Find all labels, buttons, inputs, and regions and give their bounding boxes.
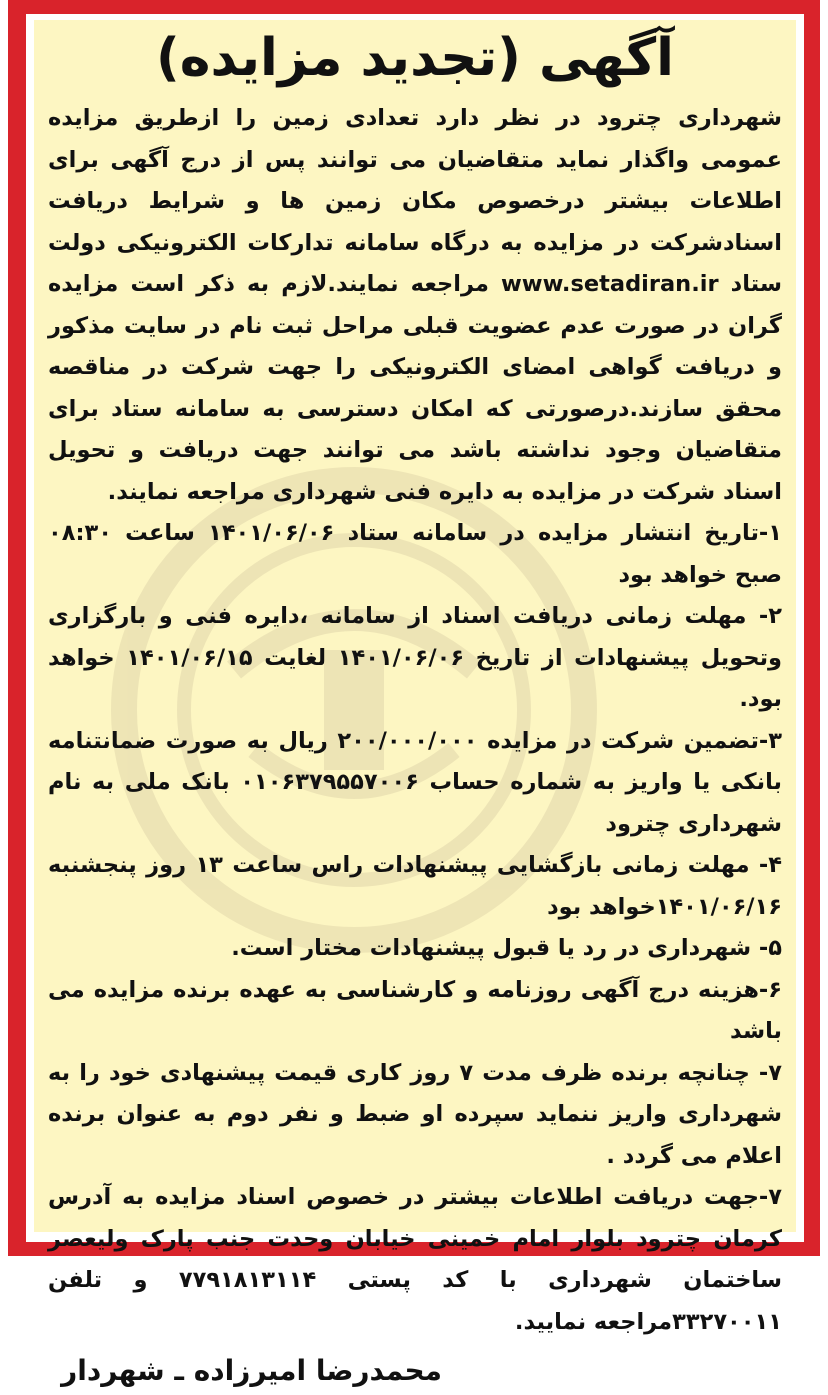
item-opening-time: ۴- مهلت زمانی بازگشایی پیشنهادات راس ساعت ۱۳ روز پنجشنبه ۱۴۰۱/۰۶/۱۶خواهد بود (48, 852, 782, 920)
notice-title: آگهی (تجدید مزایده) (156, 28, 674, 88)
item-municipality-discretion: ۵- شهرداری در رد یا قبول پیشنهادات مختار است. (231, 935, 782, 961)
item-winner-obligation: ۷- چنانچه برنده ظرف مدت ۷ روز کاری قیمت پیشنهادی خود را به شهرداری واریز ننماید سپرده او ضبط و نفر دوم به عنوان برنده اعلام می گردد . (48, 1059, 782, 1169)
item-advertising-cost: ۶-هزینه درج آگهی روزنامه و کارشناسی به عهده برنده مزایده می باشد (48, 976, 782, 1044)
intro-text-before-url: شهرداری چترود در نظر دارد تعدادی زمین را ازطریق مزایده عمومی واگذار نماید متقاضیان می توانند پس از درج آگهی برای اطلاعات بیشتر درخصوص مکان زمین ها و شرایط دریافت اسنادشرکت در مزایده به درگاه سامانه تدارکات الکترونیکی دولت ستاد (48, 105, 782, 297)
item-guarantee: ۳-تضمین شرکت در مزایده ۲۰۰/۰۰۰/۰۰۰ ریال به صورت ضمانتنامه بانکی یا واریز به شماره حساب ۰۱۰۶۳۷۹۵۵۷۰۰۶ بانک ملی به نام شهرداری چترود (48, 727, 782, 837)
item-contact-address: ۷-جهت دریافت اطلاعات بیشتر در خصوص اسناد مزایده به آدرس کرمان چترود بلوار امام خمینی خیابان وحدت جنب پارک ولیعصر ساختمان شهرداری با کد پستی ۷۷۹۱۸۱۳۱۱۴ و تلفن ۳۳۲۷۰۰۱۱مراجعه نمایید. (48, 1184, 782, 1335)
item-document-deadline: ۲- مهلت زمانی دریافت اسناد از سامانه ،دایره فنی و بارگزاری وتحویل پیشنهادات از تاریخ ۱۴۰۱/۰۶/۰۶ لغایت ۱۴۰۱/۰۶/۱۵ خواهد بود. (48, 603, 782, 712)
notice-content (34, 20, 796, 1395)
setad-website-link[interactable]: www.setadiran.ir (501, 271, 719, 297)
item-publish-date: ۱-تاریخ انتشار مزایده در سامانه ستاد ۱۴۰۱/۰۶/۰۶ ساعت ۰۸:۳۰ صبح خواهد بود (48, 520, 783, 588)
mayor-signature: محمدرضا امیرزاده ـ شهردار (61, 1354, 442, 1387)
intro-text-after-url: مراجعه نمایند.لازم به ذکر است مزایده گران در صورت عدم عضویت قبلی مراحل ثبت نام در سایت مذکور و دریافت گواهی امضای الکترونیکی را جهت شرکت در مناقصه محقق سازند.درصورتی که امکان دسترسی به سامانه ستاد برای متقاضیان وجود نداشته باشد می توانند جهت دریافت و تحویل اسناد شرکت در مزایده به دایره فنی شهرداری مراجعه نمایند. (48, 271, 782, 505)
intro-paragraph (48, 98, 782, 513)
notice-paper (34, 20, 796, 1387)
